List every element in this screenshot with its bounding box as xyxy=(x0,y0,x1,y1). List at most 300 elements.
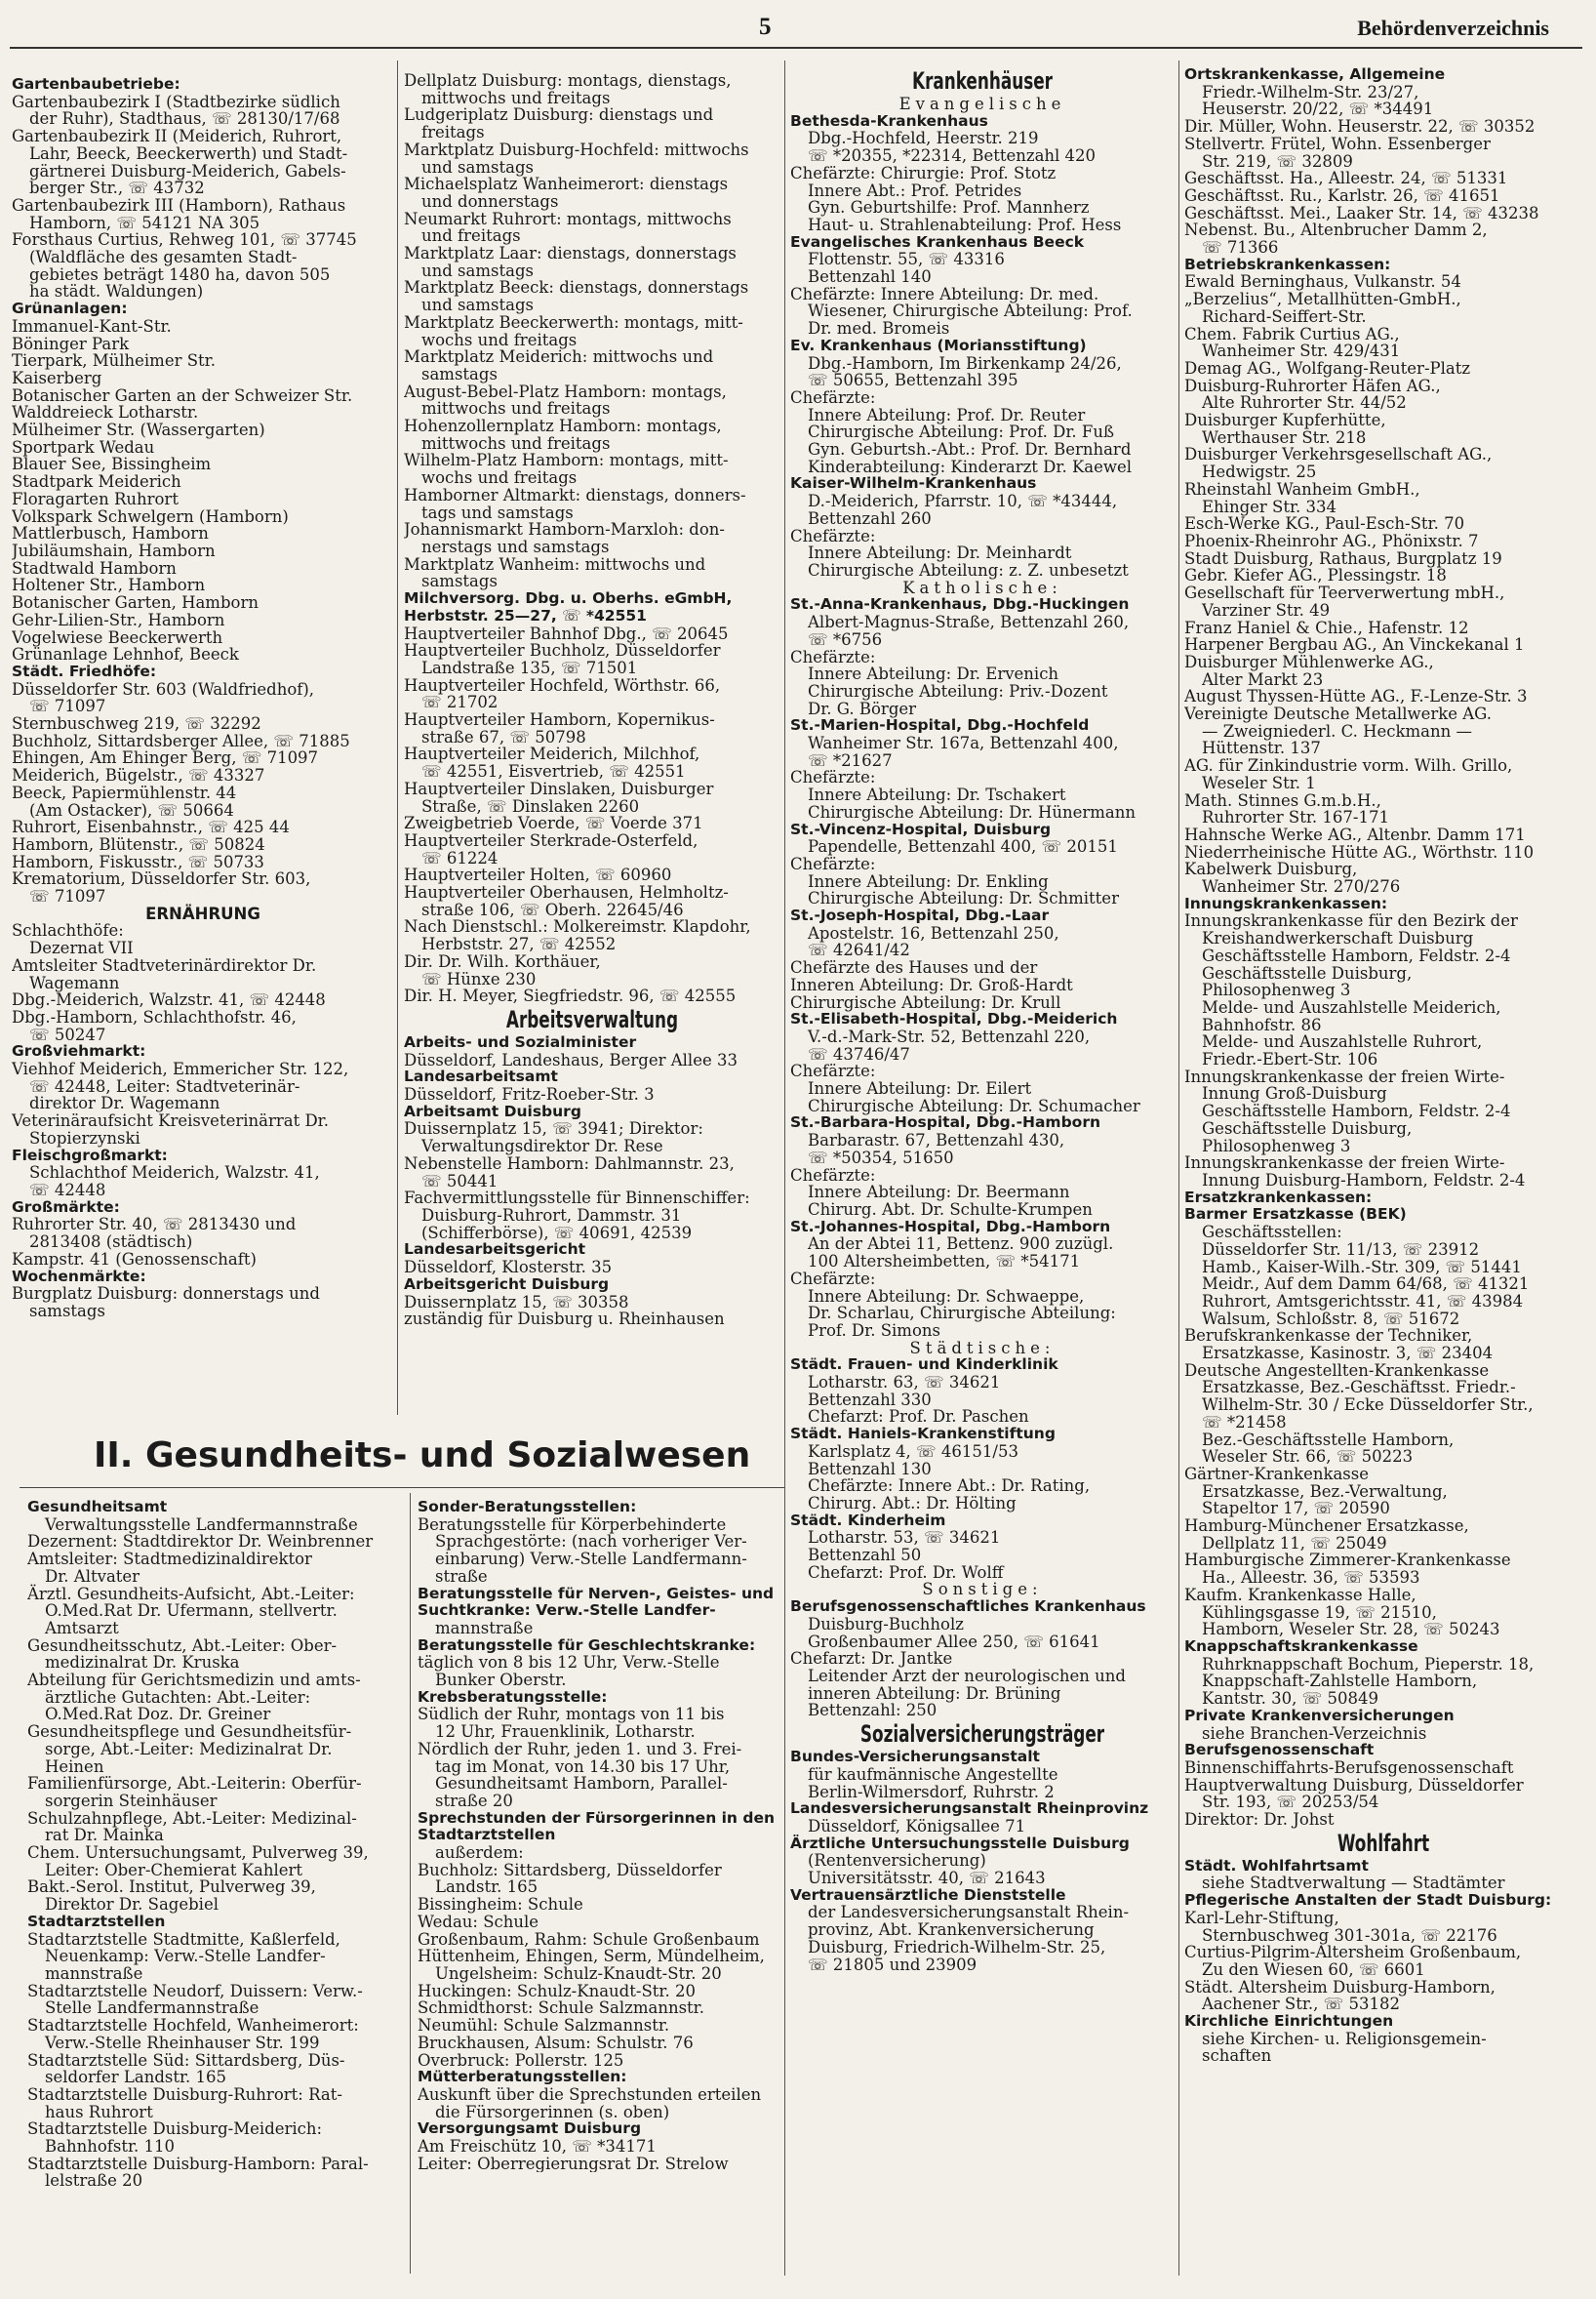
entry-line: „Berzelius“, Metallhütten-GmbH., xyxy=(1184,290,1461,309)
entry-line: Stelle Landfermannstraße xyxy=(45,1998,259,2018)
entry-line: Hüttenheim, Ehingen, Serm, Mündelheim, xyxy=(418,1947,765,1966)
entry-line: samstags xyxy=(29,1301,105,1320)
column-health-right xyxy=(418,1499,786,2172)
entry-line: Ewald Berninghaus, Vulkanstr. 54 xyxy=(1184,272,1461,292)
entry-line: direktor Dr. Wagemann xyxy=(29,1094,220,1113)
entry-line: Ruhrort, Eisenbahnstr., ☏ 425 44 xyxy=(12,818,290,837)
entry-line: Düsseldorf, Landeshaus, Berger Allee 33 xyxy=(404,1050,738,1069)
entry-line: Dezernent: Stadtdirektor Dr. Weinbrenner xyxy=(27,1532,374,1552)
entry-line: Hauptverteiler Oberhausen, Helmholtz- xyxy=(404,883,729,903)
entry-line: mannstraße xyxy=(435,1618,534,1637)
entry-heading: Innungskrankenkassen: xyxy=(1184,894,1388,912)
entry-line: Innungskrankenkasse der freien Wirte- xyxy=(1184,1153,1505,1173)
entry-line: Geschäftsst. Ru., Karlstr. 26, ☏ 41651 xyxy=(1184,185,1500,205)
entry-line: sorgerin Steinhäuser xyxy=(45,1791,218,1810)
entry-line: Meidr., Auf dem Damm 64/68, ☏ 41321 xyxy=(1202,1274,1530,1294)
entry-line: Hüttenstr. 137 xyxy=(1202,739,1321,758)
entry-heading: Private Krankenversicherungen xyxy=(1184,1706,1455,1724)
entry-line: Innere Abt.: Prof. Petrides xyxy=(808,181,1022,200)
entry-line: Hauptverteiler Holten, ☏ 60960 xyxy=(404,866,672,885)
entry-line: Chefarzt: Prof. Dr. Wolff xyxy=(808,1562,1004,1582)
entry-line: Dbg.-Hochfeld, Heerstr. 219 xyxy=(808,129,1039,148)
entry-line: Dr. G. Börger xyxy=(808,699,917,718)
entry-line: Hahnsche Werke AG., Altenbr. Damm 171 xyxy=(1184,825,1526,844)
entry-heading: Vertrauensärztliche Dienststelle xyxy=(790,1885,1066,1904)
entry-line: An der Abtei 11, Bettenz. 900 zuzügl. xyxy=(808,1234,1114,1254)
entry-line: mittwochs und freitags xyxy=(421,88,611,107)
entry-line: wochs und freitags xyxy=(421,468,578,488)
entry-line: Geschäftsstellen: xyxy=(1202,1223,1342,1242)
entry-line: Papendelle, Bettenzahl 400, ☏ 20151 xyxy=(808,837,1118,857)
entry-line: Str. 193, ☏ 20253/54 xyxy=(1202,1793,1379,1812)
entry-line: Kabelwerk Duisburg, xyxy=(1184,860,1358,879)
entry-line: Blauer See, Bissingheim xyxy=(12,455,212,474)
entry-line: Landstraße 135, ☏ 71501 xyxy=(421,658,638,677)
entry-heading: Evangelisches Krankenhaus Beeck xyxy=(790,232,1085,251)
entry-line: ☏ *20355, *22314, Bettenzahl 420 xyxy=(808,146,1097,166)
entry-line: Chefärzte: xyxy=(790,526,876,545)
entry-line: Curtius-Pilgrim-Altersheim Großenbaum, xyxy=(1184,1943,1522,1962)
entry-heading: St.-Marien-Hospital, Dbg.-Hochfeld xyxy=(790,716,1090,735)
entry-line: Veterinäraufsicht Kreisveterinärrat Dr. xyxy=(12,1111,330,1131)
entry-line: Bettenzahl 330 xyxy=(808,1390,932,1409)
entry-heading: St.-Vincenz-Hospital, Duisburg xyxy=(790,820,1052,838)
entry-line: Gebr. Kiefer AG., Plessingstr. 18 xyxy=(1184,566,1447,585)
entry-heading: Gesundheitsamt xyxy=(27,1499,168,1515)
entry-line: Innung Duisburg-Hamborn, Feldstr. 2-4 xyxy=(1202,1171,1526,1190)
entry-line: Meiderich, Bügelstr., ☏ 43327 xyxy=(12,766,265,786)
entry-line: der Landesversicherungsanstalt Rhein- xyxy=(808,1903,1130,1922)
entry-line: wochs und freitags xyxy=(421,330,578,349)
entry-line: Walddreieck Lotharstr. xyxy=(12,403,199,423)
entry-line: Stadtarztstelle Duisburg-Ruhrort: Rat- xyxy=(27,2084,342,2104)
column-divider xyxy=(397,60,398,1415)
entry-line: Barbarastr. 67, Bettenzahl 430, xyxy=(808,1131,1065,1150)
entry-line: Universitätsstr. 40, ☏ 21643 xyxy=(808,1869,1046,1888)
entry-line: mittwochs und freitags xyxy=(421,433,611,453)
entry-line: ☏ 42641/42 xyxy=(808,941,910,960)
entry-line: Dbg.-Hamborn, Schlachthofstr. 46, xyxy=(12,1007,297,1027)
entry-line: Johannismarkt Hamborn-Marxloh: don- xyxy=(404,520,725,540)
entry-line: Richard-Seiffert-Str. xyxy=(1202,306,1367,326)
entry-line: Bahnhofstr. 86 xyxy=(1202,1015,1322,1034)
entry-line: V.-d.-Mark-Str. 52, Bettenzahl 220, xyxy=(808,1027,1091,1046)
entry-line: seldorfer Landstr. 165 xyxy=(45,2068,227,2087)
entry-line: Geschäftsstelle Duisburg, xyxy=(1202,963,1413,983)
entry-line: Leiter: Oberregierungsrat Dr. Strelow xyxy=(418,2154,729,2173)
entry-line: Chirurgische Abteilung: Dr. Hünermann xyxy=(808,802,1136,822)
entry-line: Stadt Duisburg, Rathaus, Burgplatz 19 xyxy=(1184,548,1502,568)
entry-line: Hamburgische Zimmerer-Krankenkasse xyxy=(1184,1551,1511,1570)
entry-line: Sternbuschweg 219, ☏ 32292 xyxy=(12,714,261,734)
entry-line: Bez.-Geschäftsstelle Hamborn, xyxy=(1202,1430,1455,1449)
entry-line: Chirurgische Abteilung: Priv.-Dozent xyxy=(808,681,1108,701)
entry-heading: Krebsberatungsstelle: xyxy=(418,1687,608,1706)
entry-line: Hamborn, ☏ 54121 NA 305 xyxy=(29,213,260,232)
entry-line: Großenbaumer Allee 250, ☏ 61641 xyxy=(808,1632,1100,1651)
entry-line: Stadtarztstelle Hochfeld, Wanheimerort: xyxy=(27,2016,359,2036)
entry-line: Am Freischütz 10, ☏ *34171 xyxy=(418,2137,657,2157)
entry-line: Amtsarzt xyxy=(45,1618,119,1637)
entry-line: mittwochs und freitags xyxy=(421,399,611,419)
entry-line: Fachvermittlungsstelle für Binnenschiffer: xyxy=(404,1189,750,1208)
entry-line: Lotharstr. 63, ☏ 34621 xyxy=(808,1373,1001,1392)
entry-line: Nebenst. Bu., Altenbrucher Damm 2, xyxy=(1184,221,1488,240)
entry-line: Innere Abteilung: Dr. Enkling xyxy=(808,871,1049,891)
entry-line: Hamborner Altmarkt: dienstags, donners- xyxy=(404,485,746,504)
entry-line: Ruhrorter Str. 40, ☏ 2813430 und xyxy=(12,1215,297,1234)
entry-heading: Städt. Wohlfahrtsamt xyxy=(1184,1856,1369,1875)
entry-line: rat Dr. Mainka xyxy=(45,1826,164,1845)
entry-line: Innungskrankenkasse für den Bezirk der xyxy=(1184,911,1518,931)
section-title: Krankenhäuser xyxy=(912,67,1053,95)
entry-line: Marktplatz Duisburg-Hochfeld: mittwochs xyxy=(404,140,749,159)
entry-heading: St.-Johannes-Hospital, Dbg.-Hamborn xyxy=(790,1217,1111,1235)
entry-line: Hauptverteiler Sterkrade-Osterfeld, xyxy=(404,830,698,850)
entry-line: Düsseldorfer Str. 11/13, ☏ 23912 xyxy=(1202,1239,1480,1259)
entry-heading: Städt. Haniels-Krankenstiftung xyxy=(790,1425,1056,1443)
entry-line: Innere Abteilung: Dr. Beermann xyxy=(808,1183,1070,1202)
entry-line: einbarung) Verw.-Stelle Landfermann- xyxy=(435,1550,747,1569)
entry-line: Bettenzahl 130 xyxy=(808,1459,932,1478)
entry-heading: Städt. Friedhöfe: xyxy=(12,662,157,680)
entry-line: Forsthaus Curtius, Rehweg 101, ☏ 37745 xyxy=(12,230,357,250)
entry-line: Katholische: xyxy=(902,578,1062,597)
entry-line: Huckingen: Schulz-Knaudt-Str. 20 xyxy=(418,1981,696,2000)
entry-line: Ha., Alleestr. 36, ☏ 53593 xyxy=(1202,1568,1420,1588)
entry-line: Burgplatz Duisburg: donnerstags und xyxy=(12,1284,320,1304)
entry-line: Bettenzahl: 250 xyxy=(808,1701,938,1720)
entry-line: Chirurgische Abteilung: z. Z. unbesetzt xyxy=(808,560,1129,580)
entry-line: Geschäftsst. Ha., Alleestr. 24, ☏ 51331 xyxy=(1184,169,1508,188)
entry-line: Gartenbaubezirk I (Stadtbezirke südlich xyxy=(12,92,340,111)
entry-line: Hauptverteiler Hochfeld, Wörthstr. 66, xyxy=(404,675,721,695)
entry-line: Friedr.-Ebert-Str. 106 xyxy=(1202,1050,1378,1069)
entry-line: gärtnerei Duisburg-Meiderich, Gabels- xyxy=(29,161,346,181)
entry-line: Wanheimer Str. 167a, Bettenzahl 400, xyxy=(808,734,1119,753)
entry-line: Schulzahnpflege, Abt.-Leiter: Medizinal- xyxy=(27,1808,357,1828)
entry-line: Böninger Park xyxy=(12,334,130,353)
entry-line: Stopierzynski xyxy=(29,1128,140,1148)
entry-line: Chefärzte: xyxy=(790,1165,876,1185)
entry-line: schaften xyxy=(1202,2046,1272,2066)
section-title: Arbeitsverwaltung xyxy=(505,1005,679,1033)
entry-line: Chefärzte: xyxy=(790,1269,876,1288)
entry-line: Neumühl: Schule Salzmannstr. xyxy=(418,2016,670,2036)
section-title: Wohlfahrt xyxy=(1337,1829,1430,1857)
entry-line: zuständig für Duisburg u. Rheinhausen xyxy=(404,1310,725,1328)
entry-line: Esch-Werke KG., Paul-Esch-Str. 70 xyxy=(1184,514,1465,534)
entry-line: Ärztl. Gesundheits-Aufsicht, Abt.-Leiter: xyxy=(27,1584,355,1603)
entry-line: Chirurgische Abteilung: Dr. Schumacher xyxy=(808,1096,1140,1115)
entry-line: ☏ *21458 xyxy=(1202,1412,1287,1432)
entry-heading: Ersatzkrankenkassen: xyxy=(1184,1188,1373,1206)
entry-line: Apostelstr. 16, Bettenzahl 250, xyxy=(808,923,1059,943)
entry-line: Duisburg-Buchholz xyxy=(808,1614,964,1634)
entry-line: Heuserstr. 20/22, ☏ *34491 xyxy=(1202,100,1434,119)
entry-line: Städt. Altersheim Duisburg-Hamborn, xyxy=(1184,1977,1496,1996)
entry-line: — Zweigniederl. C. Heckmann — xyxy=(1202,721,1472,741)
entry-line: Duisburger Mühlenwerke AG., xyxy=(1184,652,1434,671)
entry-line: Hamb., Kaiser-Wilh.-Str. 309, ☏ 51441 xyxy=(1202,1257,1522,1276)
entry-line: Friedr.-Wilhelm-Str. 23/27, xyxy=(1202,82,1419,101)
entry-line: Marktplatz Laar: dienstags, donnerstags xyxy=(404,244,737,263)
entry-line: Innere Abteilung: Dr. Schwaeppe, xyxy=(808,1286,1085,1306)
entry-line: nerstags und samstags xyxy=(421,537,610,556)
entry-line: Düsseldorfer Str. 603 (Waldfriedhof), xyxy=(12,679,315,699)
entry-heading: Fleischgroßmarkt: xyxy=(12,1146,168,1164)
entry-line: Schmidthorst: Schule Salzmannstr. xyxy=(418,1998,704,2018)
entry-line: Innere Abteilung: Dr. Eilert xyxy=(808,1079,1032,1099)
entry-line: Ruhrort, Amtsgerichtsstr. 41, ☏ 43984 xyxy=(1202,1291,1524,1311)
entry-line: Chefärzte: xyxy=(790,647,876,666)
section-heading: II. Gesundheits- und Sozialwesen xyxy=(94,1435,751,1475)
running-header: Behördenverzeichnis xyxy=(1357,16,1549,40)
entry-line: Sprachgestörte: (nach vorheriger Ver- xyxy=(435,1532,747,1552)
entry-line: Stadtarztstelle Duisburg-Meiderich: xyxy=(27,2119,323,2139)
entry-line: Kaufm. Krankenkasse Halle, xyxy=(1184,1585,1416,1604)
entry-line: Schlachthöfe: xyxy=(12,921,124,941)
entry-line: samstags xyxy=(421,364,498,383)
entry-line: Vogelwiese Beeckerwerth xyxy=(12,627,223,647)
entry-line: Chirurgische Abteilung: Dr. Schmitter xyxy=(808,889,1119,908)
entry-line: für kaufmännische Angestellte xyxy=(808,1764,1058,1784)
entry-line: Direktor Dr. Sagebiel xyxy=(45,1895,219,1915)
section-title: Sozialversicherungsträger xyxy=(859,1720,1105,1749)
entry-line: Alte Ruhrorter Str. 44/52 xyxy=(1202,393,1407,413)
entry-line: straße xyxy=(435,1566,488,1586)
entry-line: Flottenstr. 55, ☏ 43316 xyxy=(808,250,1005,269)
entry-line: Ehingen, Am Ehinger Berg, ☏ 71097 xyxy=(12,748,319,768)
entry-heading: St.-Elisabeth-Hospital, Dbg.-Meiderich xyxy=(790,1010,1118,1028)
column-2 xyxy=(404,72,780,1328)
entry-line: Dbg.-Hamborn, Im Birkenkamp 24/26, xyxy=(808,353,1122,373)
entry-line: Wagemann xyxy=(29,973,120,992)
entry-line: Wiesener, Chirurgische Abteilung: Prof. xyxy=(808,302,1133,321)
entry-line: Duisburg, Friedrich-Wilhelm-Str. 25, xyxy=(808,1937,1106,1956)
entry-heading: Wochenmärkte: xyxy=(12,1267,146,1285)
entry-line: Bahnhofstr. 110 xyxy=(45,2137,176,2157)
entry-heading: Barmer Ersatzkasse (BEK) xyxy=(1184,1205,1407,1224)
entry-line: Nördlich der Ruhr, jeden 1. und 3. Frei- xyxy=(418,1739,742,1758)
entry-line: Gyn. Geburtshilfe: Prof. Mannherz xyxy=(808,198,1090,218)
entry-line: Leiter: Ober-Chemierat Kahlert xyxy=(45,1860,303,1879)
entry-line: Immanuel-Kant-Str. xyxy=(12,316,172,336)
entry-heading: Stadtarztstellen xyxy=(418,1826,556,1844)
entry-line: ☏ 21805 und 23909 xyxy=(808,1955,978,1974)
entry-line: Dellplatz 11, ☏ 25049 xyxy=(1202,1533,1387,1553)
entry-line: Niederrheinische Hütte AG., Wörthstr. 110 xyxy=(1184,842,1535,862)
entry-line: Knappschaft-Zahlstelle Hamborn, xyxy=(1202,1672,1478,1691)
entry-heading: Städt. Kinderheim xyxy=(790,1511,946,1529)
entry-line: ha städt. Waldungen) xyxy=(29,282,204,302)
entry-heading: Beratungsstelle für Nerven-, Geistes- und xyxy=(418,1584,775,1602)
entry-line: Weseler Str. 66, ☏ 50223 xyxy=(1202,1447,1414,1467)
entry-line: Chefärzte: xyxy=(790,854,876,873)
entry-line: und freitags xyxy=(421,226,521,246)
entry-line: Innere Abteilung: Dr. Tschakert xyxy=(808,786,1066,805)
entry-line: Marktplatz Meiderich: mittwochs und xyxy=(404,347,714,367)
entry-line: Franz Haniel & Chie., Hafenstr. 12 xyxy=(1184,618,1469,637)
entry-line: Wedau: Schule xyxy=(418,1912,539,1931)
entry-line: ☏ 42448, Leiter: Stadtveterinär- xyxy=(29,1076,300,1096)
entry-line: Botanischer Garten an der Schweizer Str. xyxy=(12,385,353,405)
entry-line: Landstr. 165 xyxy=(435,1877,539,1897)
entry-line: Lotharstr. 53, ☏ 34621 xyxy=(808,1528,1001,1548)
column-4 xyxy=(1184,66,1582,2065)
column-3 xyxy=(790,66,1175,1973)
entry-line: Wanheimer Str. 429/431 xyxy=(1202,342,1401,361)
entry-line: Ruhrorter Str. 167-171 xyxy=(1202,808,1389,827)
entry-line: und donnerstags xyxy=(421,191,559,211)
entry-line: Stadtpark Meiderich xyxy=(12,472,181,492)
entry-line: Innere Abteilung: Dr. Meinhardt xyxy=(808,544,1072,563)
entry-line: Berlin-Wilmersdorf, Ruhrstr. 2 xyxy=(808,1782,1055,1801)
entry-line: Hamburg-Münchener Ersatzkasse, xyxy=(1184,1516,1469,1536)
entry-line: Dr. med. Bromeis xyxy=(808,319,950,339)
entry-heading: Ev. Krankenhaus (Moriansstiftung) xyxy=(790,336,1087,354)
entry-line: Bettenzahl 260 xyxy=(808,508,932,528)
entry-line: ☏ 50247 xyxy=(29,1025,106,1044)
entry-line: Melde- und Auszahlstelle Meiderich, xyxy=(1202,997,1501,1017)
entry-line: Marktplatz Beeck: dienstags, donnerstags xyxy=(404,278,749,298)
entry-line: Hauptverteiler Meiderich, Milchhof, xyxy=(404,745,700,764)
entry-line: Wilhelm-Platz Hamborn: montags, mitt- xyxy=(404,451,729,470)
entry-line: Stadtarztstelle Süd: Sittardsberg, Düs- xyxy=(27,2050,345,2070)
entry-line: Geschäftsstelle Duisburg, xyxy=(1202,1118,1413,1138)
entry-line: 12 Uhr, Frauenklinik, Lotharstr. xyxy=(435,1722,696,1742)
entry-line: Verw.-Stelle Rheinhauser Str. 199 xyxy=(45,2033,320,2052)
entry-heading: Beratungsstelle für Geschlechtskranke: xyxy=(418,1635,756,1654)
entry-line: der Ruhr), Stadthaus, ☏ 28130/17/68 xyxy=(29,109,340,129)
entry-line: 100 Altersheimbetten, ☏ *54171 xyxy=(808,1252,1081,1271)
entry-line: Chefärzte: Chirurgie: Prof. Stotz xyxy=(790,163,1057,182)
entry-heading: Großmärkte: xyxy=(12,1197,120,1216)
entry-line: Hamborn, Weseler Str. 28, ☏ 50243 xyxy=(1202,1620,1500,1639)
entry-line: Städtische: xyxy=(909,1338,1056,1357)
entry-line: straße 20 xyxy=(435,1791,513,1810)
entry-line: medizinalrat Dr. Kruska xyxy=(45,1653,240,1673)
entry-line: ☏ *6756 xyxy=(808,629,883,649)
entry-line: 2813408 (städtisch) xyxy=(29,1232,193,1252)
entry-line: Hohenzollernplatz Hamborn: montags, xyxy=(404,417,722,436)
entry-line: Leitender Arzt der neurologischen und xyxy=(808,1666,1126,1685)
entry-line: Deutsche Angestellten-Krankenkasse xyxy=(1184,1360,1490,1380)
entry-line: Duisburger Verkehrsgesellschaft AG., xyxy=(1184,445,1493,464)
entry-line: Duissernplatz 15, ☏ 3941; Direktor: xyxy=(404,1119,703,1139)
entry-line: Ludgeriplatz Duisburg: dienstags und xyxy=(404,105,714,125)
entry-line: Sportpark Wedau xyxy=(12,437,155,457)
entry-line: Inneren Abteilung: Dr. Groß-Hardt xyxy=(790,975,1073,994)
entry-line: Beratungsstelle für Körperbehinderte xyxy=(418,1514,727,1534)
entry-line: straße 67, ☏ 50798 xyxy=(421,727,586,746)
entry-line: Gesundheitsamt Hamborn, Parallel- xyxy=(435,1774,728,1794)
entry-line: Auskunft über die Sprechstunden erteilen xyxy=(418,2084,762,2104)
entry-line: ☏ 42551, Eisvertrieb, ☏ 42551 xyxy=(421,762,686,782)
entry-line: Bettenzahl 140 xyxy=(808,267,932,287)
entry-line: Philosophenweg 3 xyxy=(1202,981,1351,1000)
entry-line: außerdem: xyxy=(435,1843,524,1863)
entry-line: Geschäftsstelle Hamborn, Feldstr. 2-4 xyxy=(1202,946,1511,965)
entry-line: Kreishandwerkerschaft Duisburg xyxy=(1202,929,1474,948)
entry-line: Kühlingsgasse 19, ☏ 21510, xyxy=(1202,1602,1437,1622)
entry-line: Volkspark Schwelgern (Hamborn) xyxy=(12,506,289,526)
entry-heading: Arbeitsgericht Duisburg xyxy=(404,1274,610,1293)
entry-line: Gesellschaft für Teerverwertung mbH., xyxy=(1184,584,1505,603)
entry-line: Düsseldorf, Klosterstr. 35 xyxy=(404,1258,613,1277)
entry-line: Hedwigstr. 25 xyxy=(1202,463,1317,482)
entry-line: Prof. Dr. Simons xyxy=(808,1320,940,1340)
entry-line: Nebenstelle Hamborn: Dahlmannstr. 23, xyxy=(404,1153,735,1173)
entry-line: ☏ 71097 xyxy=(29,697,106,716)
entry-line: Botanischer Garten, Hamborn xyxy=(12,593,259,613)
entry-line: Buchholz, Sittardsberger Allee, ☏ 71885 xyxy=(12,731,350,750)
entry-line: Hauptverteiler Hamborn, Kopernikus- xyxy=(404,710,715,730)
entry-line: Kantstr. 30, ☏ 50849 xyxy=(1202,1689,1378,1709)
entry-line: ☏ 50441 xyxy=(421,1171,499,1190)
entry-line: und samstags xyxy=(421,157,534,177)
entry-line: Gesundheitsschutz, Abt.-Leiter: Ober- xyxy=(27,1635,338,1655)
entry-line: Chefärzte des Hauses und der xyxy=(790,958,1038,978)
entry-line: Kinderabteilung: Kinderarzt Dr. Kaewel xyxy=(808,457,1133,476)
column-divider xyxy=(1178,60,1179,2276)
entry-heading: St.-Joseph-Hospital, Dbg.-Laar xyxy=(790,907,1050,925)
entry-line: Binnenschiffahrts-Berufsgenossenschaft xyxy=(1184,1757,1514,1777)
entry-line: (Am Ostacker), ☏ 50664 xyxy=(29,800,234,820)
entry-line: Stadtarztstelle Duisburg-Hamborn: Paral- xyxy=(27,2154,369,2173)
entry-line: Dezernat VII xyxy=(29,939,134,958)
entry-line: ☏ 71366 xyxy=(1202,238,1279,258)
entry-heading: Berufsgenossenschaftliches Krankenhaus xyxy=(790,1597,1146,1616)
entry-line: (Rentenversicherung) xyxy=(808,1851,986,1871)
entry-line: Dbg.-Meiderich, Walzstr. 41, ☏ 42448 xyxy=(12,990,326,1010)
entry-line: tags und samstags xyxy=(421,503,574,522)
entry-heading: Landesversicherungsanstalt Rheinprovinz xyxy=(790,1799,1149,1818)
entry-heading: Städt. Frauen- und Kinderklinik xyxy=(790,1355,1058,1374)
entry-line: August-Bebel-Platz Hamborn: montags, xyxy=(404,382,727,401)
entry-line: Alter Markt 23 xyxy=(1202,669,1324,689)
entry-line: Verwaltungsdirektor Dr. Rese xyxy=(421,1137,663,1156)
entry-line: provinz, Abt. Krankenversicherung xyxy=(808,1920,1095,1940)
entry-line: Chem. Fabrik Curtius AG., xyxy=(1184,324,1400,343)
entry-line: Walsum, Schloßstr. 8, ☏ 51672 xyxy=(1202,1309,1460,1328)
entry-line: ☏ 43746/47 xyxy=(808,1044,910,1064)
entry-line: Philosophenweg 3 xyxy=(1202,1136,1351,1155)
entry-line: haus Ruhrort xyxy=(45,2102,153,2121)
entry-line: Chefärzte: Innere Abt.: Dr. Rating, xyxy=(808,1476,1091,1496)
entry-line: Krematorium, Düsseldorfer Str. 603, xyxy=(12,869,311,889)
entry-line: Innung Groß-Duisburg xyxy=(1202,1084,1387,1104)
entry-line: Hamborn, Blütenstr., ☏ 50824 xyxy=(12,834,265,854)
entry-line: siehe Stadtverwaltung — Stadtämter xyxy=(1202,1874,1505,1893)
entry-line: Rheinstahl Wanheim GmbH., xyxy=(1184,479,1420,499)
entry-line: Chirurgische Abteilung: Prof. Dr. Fuß xyxy=(808,423,1114,442)
entry-line: AG. für Zinkindustrie vorm. Wilh. Grillo, xyxy=(1184,756,1513,776)
entry-line: Phoenix-Rheinrohr AG., Phönixstr. 7 xyxy=(1184,531,1479,550)
entry-line: Gartenbaubezirk II (Meiderich, Ruhrort, xyxy=(12,127,342,146)
entry-line: Demag AG., Wolfgang-Reuter-Platz xyxy=(1184,358,1471,378)
page-number: 5 xyxy=(759,14,772,40)
header-rule xyxy=(10,47,1582,49)
entry-line: (Schifferbörse), ☏ 40691, 42539 xyxy=(421,1223,693,1242)
entry-line: O.Med.Rat Dr. Ufermann, stellvertr. xyxy=(45,1601,338,1621)
entry-line: Kampstr. 41 (Genossenschaft) xyxy=(12,1249,257,1269)
entry-line: Dir. Müller, Wohn. Heuserstr. 22, ☏ 30352 xyxy=(1184,117,1536,137)
column-1 xyxy=(12,76,394,1320)
entry-line: Gyn. Geburtsh.-Abt.: Prof. Dr. Bernhard xyxy=(808,440,1132,460)
entry-line: samstags xyxy=(421,572,498,591)
entry-line: Chefärzte: xyxy=(790,387,876,407)
